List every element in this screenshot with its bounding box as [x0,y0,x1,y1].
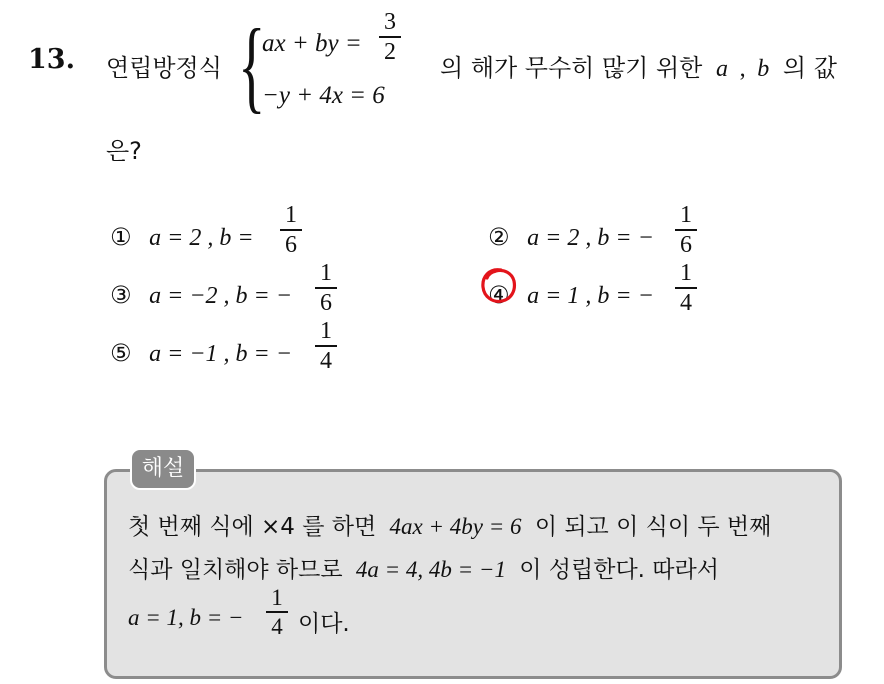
choice-4-text: a = 1 , b = [527,283,632,309]
choice-3-text: a = −2 , b = [149,283,270,309]
explanation-tag: 해설 [130,448,196,490]
choice-1-fraction [280,203,302,257]
explanation-line-1 [128,508,771,541]
explanation-line-3-fraction [266,586,288,638]
equation-1-denominator: 2 [384,38,396,65]
choice-1-marker: ① [110,223,132,251]
explanation-line-2-text-b: 이 성립한다. 따라서 [519,557,719,583]
choice-3-denominator: 6 [320,289,332,316]
choice-2[interactable] [488,223,653,252]
choice-1-denominator: 6 [285,231,297,258]
explanation-line-1-text-b: 이 되고 이 식이 두 번째 [534,514,772,540]
choice-3-numerator: 1 [320,260,332,286]
choice-4-fraction [675,261,697,315]
question-lead-text: 연립방정식 [106,54,222,82]
question-number: 13. [28,44,75,75]
choice-2-fraction [675,203,697,257]
choice-3-sign: − [277,283,291,309]
explanation-line-2 [128,551,719,584]
choice-4-sign: − [639,283,653,309]
explanation-line-1-math: 4ax + 4by = 6 [389,514,522,539]
choice-4-denominator: 4 [680,289,692,316]
explanation-line-3-text: 이다. [298,611,350,637]
choice-2-marker: ② [488,223,510,251]
choice-2-denominator: 6 [680,231,692,258]
var-b: b [757,56,770,82]
choice-1-numerator: 1 [285,202,297,228]
choice-2-sign: − [639,225,653,251]
choice-5-marker: ⑤ [110,339,132,367]
equation-1-fraction [379,10,401,64]
explanation-line-2-text-a: 식과 일치해야 하므로 [128,557,343,583]
explanation-line-2-math: 4a = 4, 4b = −1 [355,557,506,582]
choice-5[interactable] [110,339,291,368]
choice-1[interactable] [110,223,254,252]
equation-1-numerator: 3 [384,9,396,35]
choice-2-text: a = 2 , b = [527,225,632,251]
choice-5-numerator: 1 [320,318,332,344]
system-brace: { [238,8,266,123]
choice-3[interactable] [110,281,291,310]
choice-5-fraction [315,319,337,373]
choice-2-numerator: 1 [680,202,692,228]
choice-5-sign: − [277,341,291,367]
choice-4-numerator: 1 [680,260,692,286]
question-tail [440,48,837,83]
var-a: a [716,56,728,82]
explanation-line-3-denominator: 4 [271,613,283,639]
equation-1: ax + by = [262,30,362,57]
choice-4-marker: ④ [488,281,510,309]
question-tail-text-2: 의 값 [782,54,837,82]
question-tail-text-1: 의 해가 무수히 많기 위한 [440,54,703,82]
choice-3-marker: ③ [110,281,132,309]
explanation-line-3-math: a = 1, b = − [128,605,244,630]
choice-3-fraction [315,261,337,315]
selected-answer-circle-mark [479,266,519,306]
equation-2: −y + 4x = 6 [262,82,385,109]
choice-5-text: a = −1 , b = [149,341,270,367]
explanation-line-1-text-a: 첫 번째 식에 ×4 를 하면 [128,514,377,540]
choice-1-text: a = 2 , b = [149,225,254,251]
explanation-line-3-numerator: 1 [271,585,283,610]
choice-5-denominator: 4 [320,347,332,374]
question-end-text: 은? [106,137,142,165]
comma: , [739,56,746,82]
